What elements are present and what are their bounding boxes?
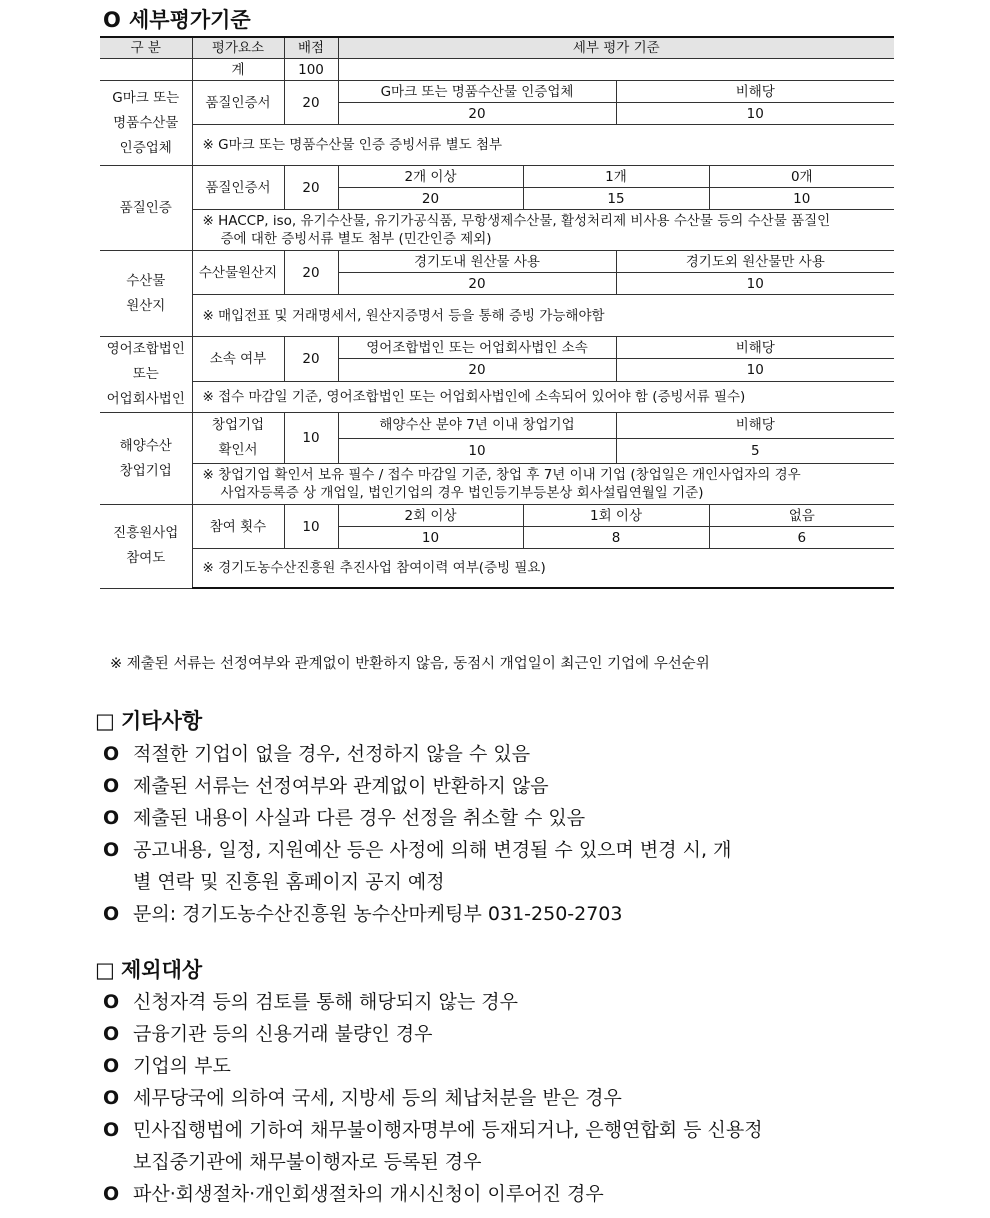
list-item: O 금융기관 등의 신용거래 불량인 경우 bbox=[103, 1018, 903, 1050]
circle-bullet-icon: O bbox=[103, 903, 120, 925]
circle-bullet-icon: O bbox=[103, 1055, 120, 1077]
table-footnote: ※ 제출된 서류는 선정여부와 관계없이 반환하지 않음, 동점시 개업일이 최근인 기업에 우선순위 bbox=[110, 656, 710, 672]
origin-element: 수산물원산지 bbox=[192, 251, 284, 295]
table-row-quality-note bbox=[100, 210, 894, 251]
list-item: O 적절한 기업이 없을 경우, 선정하지 않을 수 있음 bbox=[103, 738, 903, 770]
participation-element: 참여 횟수 bbox=[192, 505, 284, 549]
circle-bullet-icon: O bbox=[103, 1023, 120, 1045]
startup-score: 10 bbox=[284, 413, 338, 464]
table-row-quality bbox=[100, 166, 894, 188]
table-row-origin-note bbox=[100, 295, 894, 337]
list-item: O 파산·회생절차·개인회생절차의 개시신청이 이루어진 경우 bbox=[103, 1178, 903, 1210]
quality-point-3: 10 bbox=[709, 188, 894, 210]
circle-bullet-icon: O bbox=[103, 807, 120, 829]
participation-note: ※ 경기도농수산진흥원 추진사업 참여이력 여부(증빙 필요) bbox=[192, 549, 894, 589]
list-item: O 문의: 경기도농수산진흥원 농수산마케팅부 031-250-2703 bbox=[103, 898, 903, 930]
quality-note: ※ HACCP, iso, 유기수산물, 유기가공식품, 무항생제수산물, 활성처리제 비사용 수산물 등의 수산물 품질인 증에 대한 증빙서류 별도 첨부 (민간인증 제외) bbox=[192, 210, 894, 251]
participation-option-3: 없음 bbox=[709, 505, 894, 527]
gmark-score: 20 bbox=[284, 81, 338, 125]
list-item: O 기업의 부도 bbox=[103, 1050, 903, 1082]
table-row-total bbox=[100, 59, 894, 81]
list-item: O 신청자격 등의 검토를 통해 해당되지 않는 경우 bbox=[103, 986, 903, 1018]
table-row-union bbox=[100, 337, 894, 359]
circle-bullet-icon: O bbox=[103, 743, 120, 765]
circle-bullet-icon: O bbox=[103, 775, 120, 797]
quality-point-1: 20 bbox=[338, 188, 523, 210]
evaluation-criteria-table bbox=[100, 36, 894, 589]
origin-point-2: 10 bbox=[616, 273, 894, 295]
participation-option-2: 1회 이상 bbox=[523, 505, 709, 527]
section-heading-evaluation bbox=[103, 4, 251, 34]
union-note: ※ 접수 마감일 기준, 영어조합법인 또는 어업회사법인에 소속되어 있어야 함 (증빙서류 필수) bbox=[192, 381, 894, 412]
list-item: O 세무당국에 의하여 국세, 지방세 등의 체납처분을 받은 경우 bbox=[103, 1082, 903, 1114]
gmark-category: G마크 또는 명품수산물 인증업체 bbox=[100, 81, 192, 166]
quality-category: 품질인증 bbox=[100, 166, 192, 251]
list-item: O 민사집행법에 기하여 채무불이행자명부에 등재되거나, 은행연합회 등 신용정 bbox=[103, 1114, 903, 1146]
quality-score: 20 bbox=[284, 166, 338, 210]
participation-option-1: 2회 이상 bbox=[338, 505, 523, 527]
startup-element: 창업기업 확인서 bbox=[192, 413, 284, 464]
list-item-continuation: 별 연락 및 진흥원 홈페이지 공지 예정 bbox=[133, 871, 445, 893]
table-row-participation-note bbox=[100, 549, 894, 589]
table-row-participation bbox=[100, 505, 894, 527]
union-option-2: 비해당 bbox=[616, 337, 894, 359]
quality-point-2: 15 bbox=[523, 188, 709, 210]
origin-category: 수산물 원산지 bbox=[100, 251, 192, 337]
startup-note: ※ 창업기업 확인서 보유 필수 / 접수 마감일 기준, 창업 후 7년 이내 기업 (창업일은 개인사업자의 경우 사업자등록증 상 개업일, 법인기업의 경우 법인등기부등본상 회사설립연월일 기준) bbox=[192, 464, 894, 505]
table-row-startup-note bbox=[100, 464, 894, 505]
circle-bullet-icon: O bbox=[103, 1119, 120, 1141]
gmark-point-2: 10 bbox=[616, 103, 894, 125]
origin-option-1: 경기도내 원산물 사용 bbox=[338, 251, 616, 273]
exclusion-items-list bbox=[103, 986, 903, 1210]
startup-point-2: 5 bbox=[616, 438, 894, 464]
union-category: 영어조합법인 또는 어업회사법인 bbox=[100, 337, 192, 413]
participation-point-2: 8 bbox=[523, 527, 709, 549]
header-criteria: 세부 평가 기준 bbox=[338, 37, 894, 59]
union-option-1: 영어조합법인 또는 어업회사법인 소속 bbox=[338, 337, 616, 359]
table-row-origin bbox=[100, 251, 894, 273]
gmark-element: 품질인증서 bbox=[192, 81, 284, 125]
section-heading-exclusion bbox=[95, 954, 202, 984]
union-score: 20 bbox=[284, 337, 338, 382]
table-row-startup bbox=[100, 413, 894, 439]
quality-option-2: 1개 bbox=[523, 166, 709, 188]
total-empty-cell bbox=[100, 59, 192, 81]
participation-category: 진흥원사업 참여도 bbox=[100, 505, 192, 589]
circle-bullet-icon: O bbox=[103, 1183, 120, 1205]
gmark-note: ※ G마크 또는 명품수산물 인증 증빙서류 별도 첨부 bbox=[192, 125, 894, 166]
circle-bullet-icon: O bbox=[103, 839, 120, 861]
list-item: O 제출된 내용이 사실과 다른 경우 선정을 취소할 수 있음 bbox=[103, 802, 903, 834]
section-title: 세부평가기준 bbox=[129, 8, 251, 32]
union-point-1: 20 bbox=[338, 359, 616, 381]
quality-option-3: 0개 bbox=[709, 166, 894, 188]
square-marker-icon: □ bbox=[95, 709, 115, 733]
gmark-option-2: 비해당 bbox=[616, 81, 894, 103]
list-item: O 제출된 서류는 선정여부와 관계없이 반환하지 않음 bbox=[103, 770, 903, 802]
startup-point-1: 10 bbox=[338, 438, 616, 464]
circle-bullet-icon: O bbox=[103, 1087, 120, 1109]
gmark-option-1: G마크 또는 명품수산물 인증업체 bbox=[338, 81, 616, 103]
startup-category: 해양수산 창업기업 bbox=[100, 413, 192, 505]
section-heading-other bbox=[95, 705, 202, 735]
startup-option-2: 비해당 bbox=[616, 413, 894, 439]
participation-point-1: 10 bbox=[338, 527, 523, 549]
table-row-gmark-note bbox=[100, 125, 894, 166]
list-item-continuation: 보집중기관에 채무불이행자로 등록된 경우 bbox=[133, 1151, 482, 1173]
total-score: 100 bbox=[284, 59, 338, 81]
union-point-2: 10 bbox=[616, 359, 894, 381]
startup-option-1: 해양수산 분야 7년 이내 창업기업 bbox=[338, 413, 616, 439]
table-header-row bbox=[100, 37, 894, 59]
header-category: 구 분 bbox=[100, 37, 192, 59]
section-title: 제외대상 bbox=[121, 958, 203, 982]
quality-element: 품질인증서 bbox=[192, 166, 284, 210]
square-marker-icon: □ bbox=[95, 958, 115, 982]
participation-score: 10 bbox=[284, 505, 338, 549]
list-item: O 공고내용, 일정, 지원예산 등은 사정에 의해 변경될 수 있으며 변경 시, 개 bbox=[103, 834, 903, 866]
header-score: 배점 bbox=[284, 37, 338, 59]
section-title: 기타사항 bbox=[121, 709, 203, 733]
table-row-gmark bbox=[100, 81, 894, 103]
other-items-list bbox=[103, 738, 903, 930]
union-element: 소속 여부 bbox=[192, 337, 284, 382]
circle-marker-icon: O bbox=[103, 8, 121, 32]
participation-point-3: 6 bbox=[709, 527, 894, 549]
circle-bullet-icon: O bbox=[103, 991, 120, 1013]
table-row-union-note bbox=[100, 381, 894, 412]
total-empty-criteria bbox=[338, 59, 894, 81]
total-label: 계 bbox=[192, 59, 284, 81]
origin-score: 20 bbox=[284, 251, 338, 295]
origin-note: ※ 매입전표 및 거래명세서, 원산지증명서 등을 통해 증빙 가능해야함 bbox=[192, 295, 894, 337]
origin-option-2: 경기도외 원산물만 사용 bbox=[616, 251, 894, 273]
gmark-point-1: 20 bbox=[338, 103, 616, 125]
header-element: 평가요소 bbox=[192, 37, 284, 59]
quality-option-1: 2개 이상 bbox=[338, 166, 523, 188]
origin-point-1: 20 bbox=[338, 273, 616, 295]
